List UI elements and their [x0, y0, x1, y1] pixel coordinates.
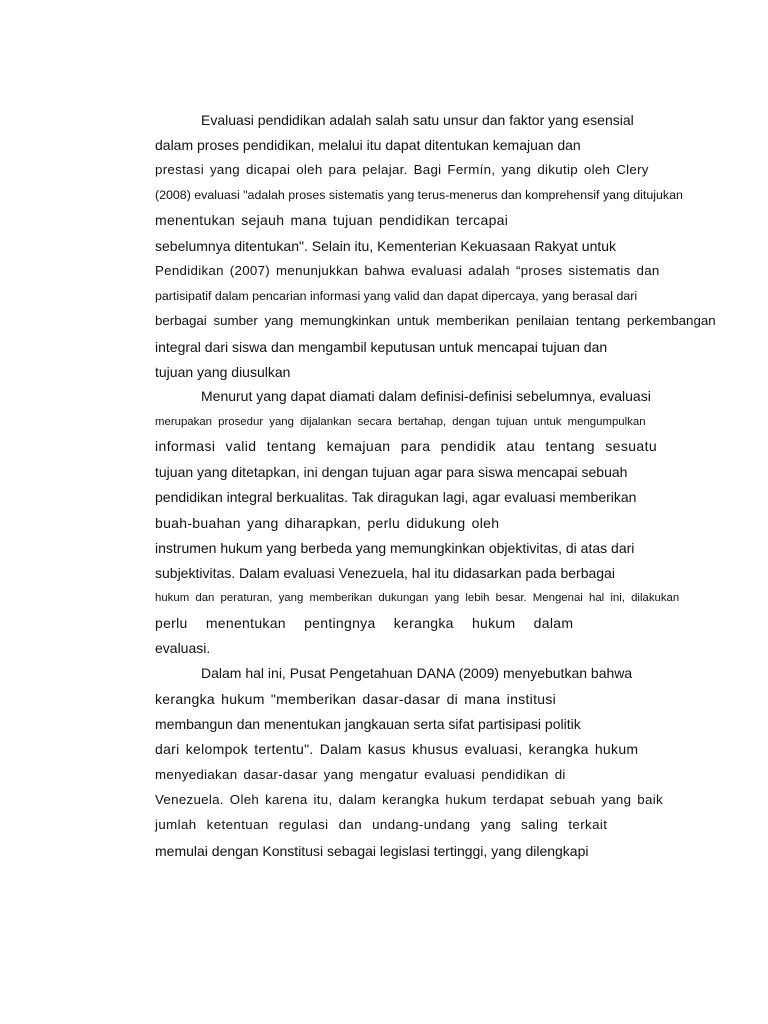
paragraph-1-line-3: prestasi yang dicapai oleh para pelajar. Bagi Fermín, yang dikutip oleh Clery — [155, 162, 649, 177]
paragraph-1-line-2: dalam proses pendidikan, melalui itu dapat ditentukan kemajuan dan — [155, 137, 581, 153]
paragraph-1-line-1: Evaluasi pendidikan adalah salah satu unsur dan faktor yang esensial — [201, 112, 634, 128]
paragraph-2-line-11: evaluasi. — [155, 640, 211, 656]
paragraph-1-line-7: Pendidikan (2007) menunjukkan bahwa evaluasi adalah “proses sistematis dan — [155, 263, 660, 278]
paragraph-3-line-5: menyediakan dasar-dasar yang mengatur evaluasi pendidikan di — [155, 767, 566, 782]
paragraph-2-line-2: merupakan prosedur yang dijalankan secara bertahap, dengan tujuan untuk mengumpulkan — [155, 416, 646, 428]
paragraph-2-line-8: subjektivitas. Dalam evaluasi Venezuela, hal itu didasarkan pada berbagai — [155, 565, 615, 581]
paragraph-2-line-10: perlu menentukan pentingnya kerangka hukum dalam — [155, 615, 574, 631]
paragraph-2-line-3: informasi valid tentang kemajuan para pendidik atau tentang sesuatu — [155, 438, 658, 454]
paragraph-3-line-8: memulai dengan Konstitusi sebagai legislasi tertinggi, yang dilengkapi — [155, 843, 589, 859]
paragraph-2-line-6: buah-buahan yang diharapkan, perlu didukung oleh — [155, 515, 500, 531]
paragraph-3-line-2: kerangka hukum "memberikan dasar-dasar di mana institusi — [155, 691, 557, 707]
paragraph-1-line-9: berbagai sumber yang memungkinkan untuk memberikan penilaian tentang perkembangan — [155, 313, 716, 328]
paragraph-3-line-6: Venezuela. Oleh karena itu, dalam kerangka hukum terdapat sebuah yang baik — [155, 792, 663, 807]
paragraph-2-line-5: pendidikan integral berkualitas. Tak diragukan lagi, agar evaluasi memberikan — [155, 489, 637, 505]
paragraph-1-line-10: integral dari siswa dan mengambil keputusan untuk mencapai tujuan dan — [155, 339, 608, 355]
paragraph-1-line-6: sebelumnya ditentukan". Selain itu, Kementerian Kekuasaan Rakyat untuk — [155, 238, 617, 254]
paragraph-1-line-11: tujuan yang diusulkan — [155, 364, 291, 380]
paragraph-1-line-4: (2008) evaluasi "adalah proses sistematis yang terus-menerus dan komprehensif yang ditujukan — [155, 188, 683, 202]
paragraph-2-line-7: instrumen hukum yang berbeda yang memungkinkan objektivitas, di atas dari — [155, 540, 635, 556]
paragraph-2-line-4: tujuan yang ditetapkan, ini dengan tujuan agar para siswa mencapai sebuah — [155, 464, 628, 480]
paragraph-3-line-1: Dalam hal ini, Pusat Pengetahuan DANA (2009) menyebutkan bahwa — [201, 665, 633, 681]
paragraph-3-line-3: membangun dan menentukan jangkauan serta sifat partisipasi politik — [155, 716, 581, 732]
paragraph-2-line-9: hukum dan peraturan, yang memberikan dukungan yang lebih besar. Mengenai hal ini, dilakukan — [155, 592, 680, 604]
paragraph-1-line-8: partisipatif dalam pencarian informasi yang valid dan dapat dipercaya, yang berasal dari — [155, 289, 638, 303]
paragraph-2-line-1: Menurut yang dapat diamati dalam definisi-definisi sebelumnya, evaluasi — [201, 388, 651, 404]
paragraph-1-line-5: menentukan sejauh mana tujuan pendidikan tercapai — [155, 212, 509, 228]
paragraph-3-line-7: jumlah ketentuan regulasi dan undang-undang yang saling terkait — [155, 817, 608, 832]
paragraph-3-line-4: dari kelompok tertentu". Dalam kasus khusus evaluasi, kerangka hukum — [155, 741, 639, 757]
